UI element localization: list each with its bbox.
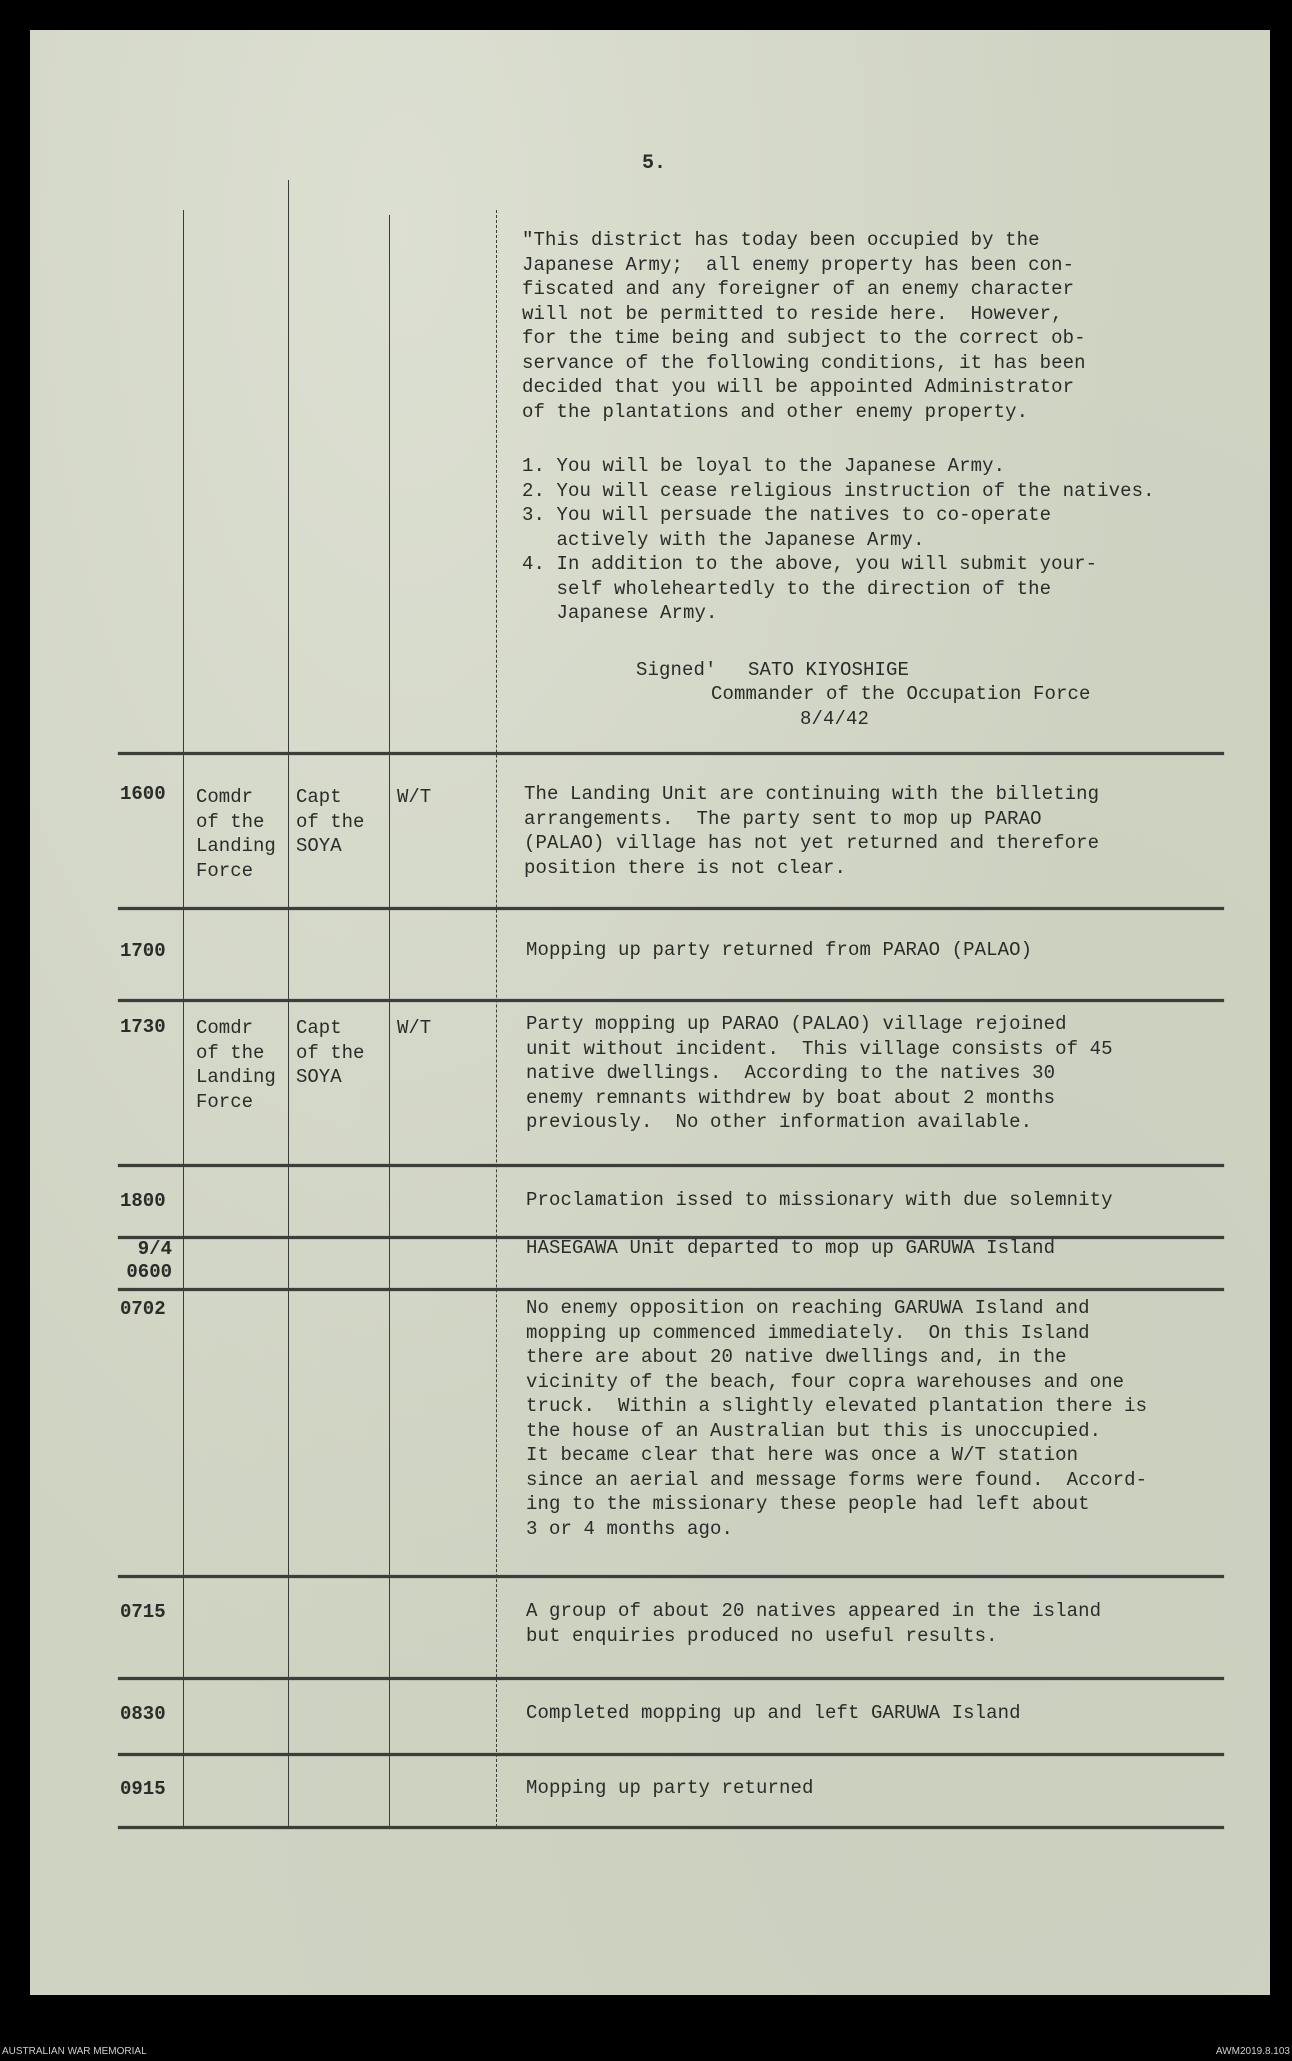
proclamation-line: Japanese Army; all enemy property has been con-: [522, 253, 1075, 276]
entry-text: No enemy opposition on reaching GARUWA Island and mopping up commenced immediately. On this Island there are about 20 native dwellings and, in the vicinity of the beach, four copra warehouses and one truck. Within a slightly elevated plantation there is the house of an Australian but this is unoccupied. It became clear that here was once a W/T station since an aerial and message forms were found. Accord- ing to the missionary these people had left about 3 or 4 months ago.: [526, 1297, 1148, 1540]
signed-label: Signed': [636, 659, 717, 681]
entry-text: Proclamation issed to missionary with due solemnity: [526, 1189, 1113, 1211]
row-rule: [118, 1677, 1224, 1680]
column-divider-to: [389, 215, 390, 1827]
proclamation-line: of the plantations and other enemy property.: [522, 400, 1029, 423]
row-rule: [118, 1164, 1224, 1167]
entry-from: Comdr of the Landing Force: [196, 1017, 276, 1113]
entry-to: Capt of the SOYA: [296, 786, 365, 857]
row-rule: [118, 1753, 1224, 1756]
row-rule: [118, 999, 1224, 1002]
signatory-title: Commander of the Occupation Force: [711, 683, 1091, 705]
proclamation-line: will not be permitted to reside here. However,: [522, 302, 1063, 325]
column-divider-time: [183, 210, 184, 1827]
entry-text: Mopping up party returned from PARAO (PALAO): [526, 939, 1033, 961]
entry-time: 9/4 0600: [126, 1238, 172, 1283]
entry-method: W/T: [397, 786, 432, 808]
entry-time: 0830: [120, 1703, 166, 1725]
signatory-name: SATO KIYOSHIGE: [748, 659, 910, 681]
row-rule: [118, 752, 1224, 755]
proclamation-date: 8/4/42: [800, 708, 870, 730]
condition-line: 1. You will be loyal to the Japanese Army.: [522, 455, 1006, 477]
proclamation-line: for the time being and subject to the correct ob-: [522, 327, 1086, 349]
row-rule: [118, 1575, 1224, 1578]
entry-time: 1730: [120, 1016, 166, 1038]
row-rule: [118, 1826, 1224, 1829]
entry-time: 1600: [120, 783, 166, 805]
proclamation-line: "This district has today been occupied by the: [522, 229, 1040, 251]
entry-time: 0702: [120, 1298, 166, 1320]
entry-to: Capt of the SOYA: [296, 1017, 365, 1088]
condition-line: Japanese Army.: [522, 602, 718, 624]
entry-text: Completed mopping up and left GARUWA Island: [526, 1702, 1021, 1724]
proclamation-paragraph: [522, 228, 1086, 424]
entry-text: HASEGAWA Unit departed to mop up GARUWA Island: [526, 1237, 1056, 1259]
page-number: 5.: [642, 152, 667, 175]
condition-line: 3. You will persuade the natives to co-operate: [522, 504, 1052, 526]
entry-time: 0915: [120, 1778, 166, 1800]
proclamation-line: fiscated and any foreigner of an enemy character: [522, 278, 1075, 300]
entry-time: 0715: [120, 1601, 166, 1623]
condition-line: 4. In addition to the above, you will submit your-: [522, 553, 1098, 575]
entry-time: 1800: [120, 1190, 166, 1212]
footer-archive-name: AUSTRALIAN WAR MEMORIAL: [2, 2046, 147, 2057]
condition-line: actively with the Japanese Army.: [522, 528, 925, 551]
entry-text: A group of about 20 natives appeared in the island but enquiries produced no useful results.: [526, 1600, 1102, 1647]
proclamation-line: decided that you will be appointed Administrator: [522, 376, 1075, 398]
column-divider-from: [288, 180, 289, 1827]
entry-from: Comdr of the Landing Force: [196, 786, 276, 882]
condition-line: 2. You will cease religious instruction of the natives.: [522, 479, 1155, 502]
column-divider-method: [496, 210, 497, 1827]
entry-text: Mopping up party returned: [526, 1777, 814, 1799]
entry-text: Party mopping up PARAO (PALAO) village rejoined unit without incident. This village consists of 45 native dwellings. According to the natives 30 enemy remnants withdrew by boat about 2 months previously. No other information available.: [526, 1013, 1113, 1133]
row-rule: [118, 907, 1224, 910]
row-rule: [118, 1288, 1224, 1291]
entry-time: 1700: [120, 940, 166, 962]
condition-line: self wholeheartedly to the direction of the: [522, 577, 1052, 600]
proclamation-line: servance of the following conditions, it has been: [522, 351, 1086, 374]
entry-text: The Landing Unit are continuing with the billeting arrangements. The party sent to mop up PARAO (PALAO) village has not yet returned and therefore position there is not clear.: [524, 783, 1100, 879]
footer-accession-number: AWM2019.8.103: [1215, 2046, 1290, 2057]
proclamation-conditions: [522, 454, 1155, 626]
entry-method: W/T: [397, 1017, 432, 1039]
